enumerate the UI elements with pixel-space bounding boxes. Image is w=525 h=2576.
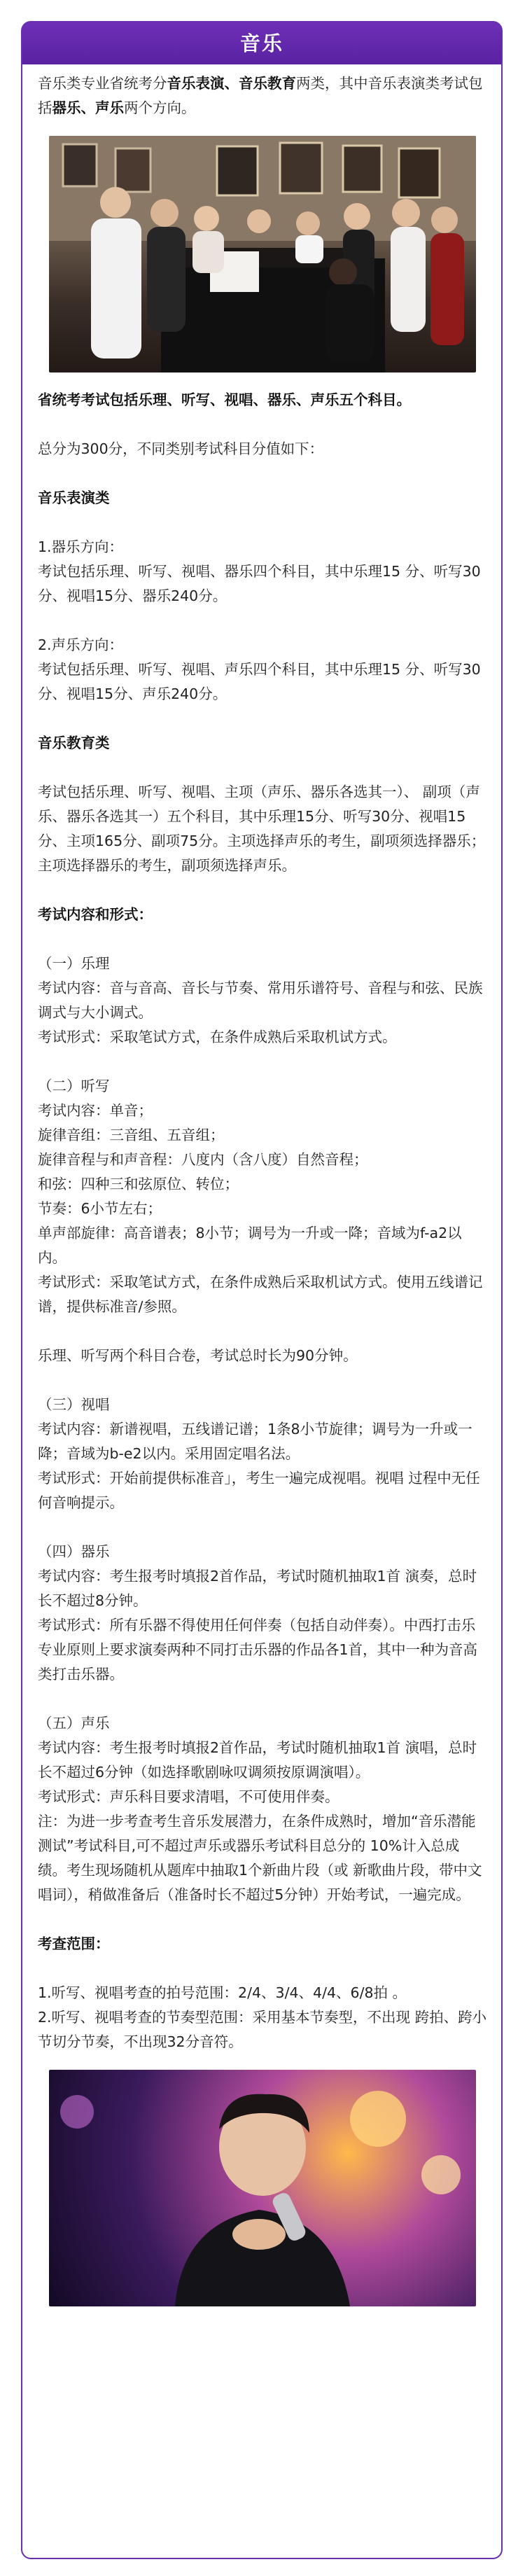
vocal-note: 注：为进一步考查考生音乐发展潜力，在条件成熟时，增加“音乐潜能测试”考试科目,可不超过声乐或器乐考试科目总分的 10%计入总成绩。考生现场随机从题库中抽取1个新曲片段（或 新歌曲片段，带中文唱词），稍做准备后（准备时长不超过5分钟）开始考试，一遍完成。 xyxy=(38,1813,482,1903)
article-content xyxy=(38,71,487,2322)
sight-singing-title: （三）视唱 xyxy=(38,1396,110,1413)
theory-title: （一）乐理 xyxy=(38,955,110,972)
instrument-title: （四）器乐 xyxy=(38,1543,110,1560)
dictation-title: （二）听写 xyxy=(38,1078,110,1094)
singer-photo xyxy=(49,2070,476,2306)
scope-item-1: 1.听写、视唱考查的拍号范围：2/4、3/4、4/4、6/8拍 。 xyxy=(38,1984,407,2001)
theory-form: 考试形式：采取笔试方式，在条件成熟后采取机试方式。 xyxy=(38,1029,397,1045)
section-banner xyxy=(22,22,501,64)
dictation-line: 节奏：6小节左右； xyxy=(38,1200,162,1217)
instrument-direction-text: 考试包括乐理、听写、视唱、器乐四个科目，其中乐理15 分、听写30分、视唱15分、器乐240分。 xyxy=(38,563,481,604)
dictation-line: 考试形式：采取笔试方式，在条件成熟后采取机试方式。使用五线谱记谱，提供标准音/参照。 xyxy=(38,1274,483,1315)
intro-highlight-categories: 音乐表演、音乐教育 xyxy=(167,75,296,92)
dictation-line: 旋律音组：三音组、五音组； xyxy=(38,1127,225,1143)
sight-singing-content: 考试内容：新谱视唱，五线谱记谱；1条8小节旋律；调号为一升或一降；音域为b-e2以内。采用固定唱名法。 xyxy=(38,1421,472,1462)
education-heading: 音乐教育类 xyxy=(38,734,110,751)
vocal-form: 考试形式：声乐科目要求清唱，不可使用伴奏。 xyxy=(38,1788,340,1805)
vocal-direction-text: 考试包括乐理、听写、视唱、声乐四个科目，其中乐理15 分、听写30分、视唱15分、声乐240分。 xyxy=(38,661,481,702)
exam-subjects-summary: 省统考考试包括乐理、听写、视唱、器乐、声乐五个科目。 xyxy=(38,391,411,408)
instrument-direction-title: 1.器乐方向： xyxy=(38,538,124,555)
scope-item-2: 2.听写、视唱考查的节奏型范围：采用基本节奏型，不出现 跨拍、跨小节切分节奏，不出现32分音符。 xyxy=(38,2009,487,2050)
theory-content: 考试内容：音与音高、音长与节奏、常用乐谱符号、音程与和弦、民族调式与大小调式。 xyxy=(38,980,483,1021)
vocal-title: （五）声乐 xyxy=(38,1715,110,1732)
performance-heading: 音乐表演类 xyxy=(38,489,110,506)
total-score-text: 总分为300分，不同类别考试科目分值如下： xyxy=(38,440,324,457)
article-card xyxy=(21,21,503,2559)
banner-title: 音乐 xyxy=(239,32,284,55)
dictation-line: 和弦：四种三和弦原位、转位； xyxy=(38,1176,239,1192)
intro-paragraph xyxy=(38,71,487,120)
rehearsal-photo xyxy=(49,136,476,373)
intro-text: 两类，其中音乐表演类考试包括 xyxy=(38,75,483,116)
intro-text: 音乐类专业省统考分 xyxy=(38,75,167,92)
vocal-content: 考试内容：考生报考时填报2首作品，考试时随机抽取1首 演唱，总时长不超过6分钟（如选择歌剧咏叹调须按原调演唱）。 xyxy=(38,1739,477,1781)
sight-singing-form: 考试形式：开始前提供标准音」，考生一遍完成视唱。视唱 过程中无任何音响提示。 xyxy=(38,1470,480,1511)
combined-paper-note: 乐理、听写两个科目合卷，考试总时长为90分钟。 xyxy=(38,1347,358,1364)
content-form-heading: 考试内容和形式： xyxy=(38,906,153,923)
scope-heading: 考查范围： xyxy=(38,1935,110,1952)
dictation-line: 考试内容：单音； xyxy=(38,1102,153,1119)
intro-highlight-directions: 器乐、声乐 xyxy=(52,99,124,116)
instrument-form: 考试形式：所有乐器不得使用任何伴奏（包括自动伴奏）。中西打击乐专业原则上要求演奏两种不同打击乐器的作品各1首，其中一种为音高类打击乐器。 xyxy=(38,1617,478,1683)
intro-text: 两个方向。 xyxy=(124,99,196,116)
vocal-direction-title: 2.声乐方向： xyxy=(38,636,124,653)
instrument-content: 考试内容：考生报考时填报2首作品，考试时随机抽取1首 演奏，总时长不超过8分钟。 xyxy=(38,1568,477,1609)
dictation-line: 单声部旋律：高音谱表；8小节；调号为一升或一降；音域为f-a2以内。 xyxy=(38,1225,462,1266)
dictation-line: 旋律音程与和声音程：八度内（含八度）自然音程； xyxy=(38,1151,368,1168)
education-text: 考试包括乐理、听写、视唱、主项（声乐、器乐各选其一）、 副项（声乐、器乐各选其一）五个科目，其中乐理15分、听写30分、视唱15分、主项165分、副项75分。主项选择声乐的考生，副项须选择器乐；主项选择器乐的考生，副项须选择声乐。 xyxy=(38,784,486,874)
